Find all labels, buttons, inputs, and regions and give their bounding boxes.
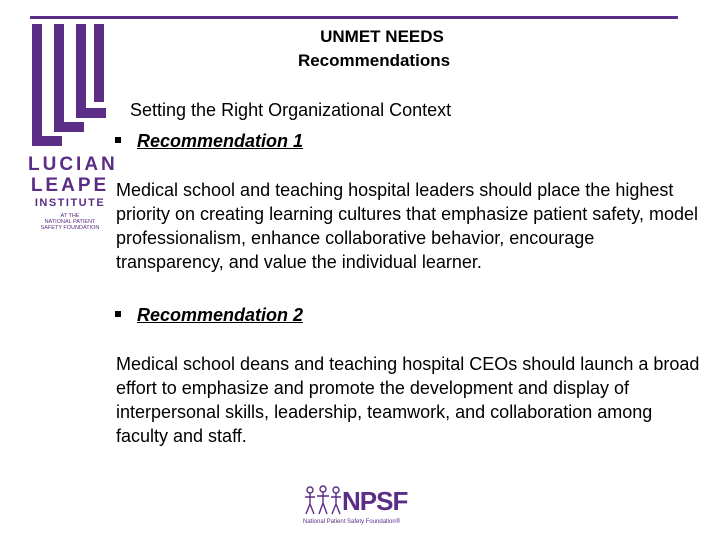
- figures-icon: [302, 484, 344, 518]
- logo-sub-at-the: AT THE: [60, 213, 80, 219]
- lli-monogram-icon: [28, 20, 112, 150]
- npsf-logo: [300, 484, 450, 530]
- recommendation-2-label: Recommendation 2: [137, 305, 304, 325]
- recommendation-1-text: Medical school and teaching hospital leaders should place the highest priority on creating learning cultures that emphasize patient safety, model professionalism, enhance collaborative behavior, encourage transparency, and value the individual learner.: [116, 180, 698, 272]
- section-subtitle: Setting the Right Organizational Context: [130, 100, 452, 120]
- logo-line-institute: INSTITUTE: [34, 197, 106, 209]
- logo-sub-safety-foundation: SAFETY FOUNDATION: [40, 225, 100, 231]
- npsf-tagline: National Patient Safety Foundation®: [303, 519, 401, 525]
- npsf-name: NPSF: [342, 486, 408, 516]
- top-rule: [30, 16, 678, 19]
- slide-title-line2: Recommendations: [297, 51, 451, 70]
- recommendation-1-label: Recommendation 1: [137, 131, 304, 151]
- logo-line-lucian: LUCIAN: [28, 154, 118, 175]
- bullet-square-icon: [115, 311, 121, 317]
- slide-title: UNMET NEEDS: [320, 27, 444, 46]
- logo-sub-national-patient: NATIONAL PATIENT: [44, 219, 96, 225]
- recommendation-2-text: Medical school deans and teaching hospital CEOs should launch a broad effort to emphasize and promote the development and display of interpersonal skills, leadership, teamwork, and collaboration among faculty and staff.: [116, 354, 700, 446]
- bullet-square-icon: [115, 137, 121, 143]
- lucian-leape-institute-logo: [28, 20, 118, 232]
- logo-line-leape: LEAPE: [30, 175, 110, 196]
- recommendation-1-heading: [115, 131, 303, 152]
- recommendation-2-heading: [115, 305, 303, 326]
